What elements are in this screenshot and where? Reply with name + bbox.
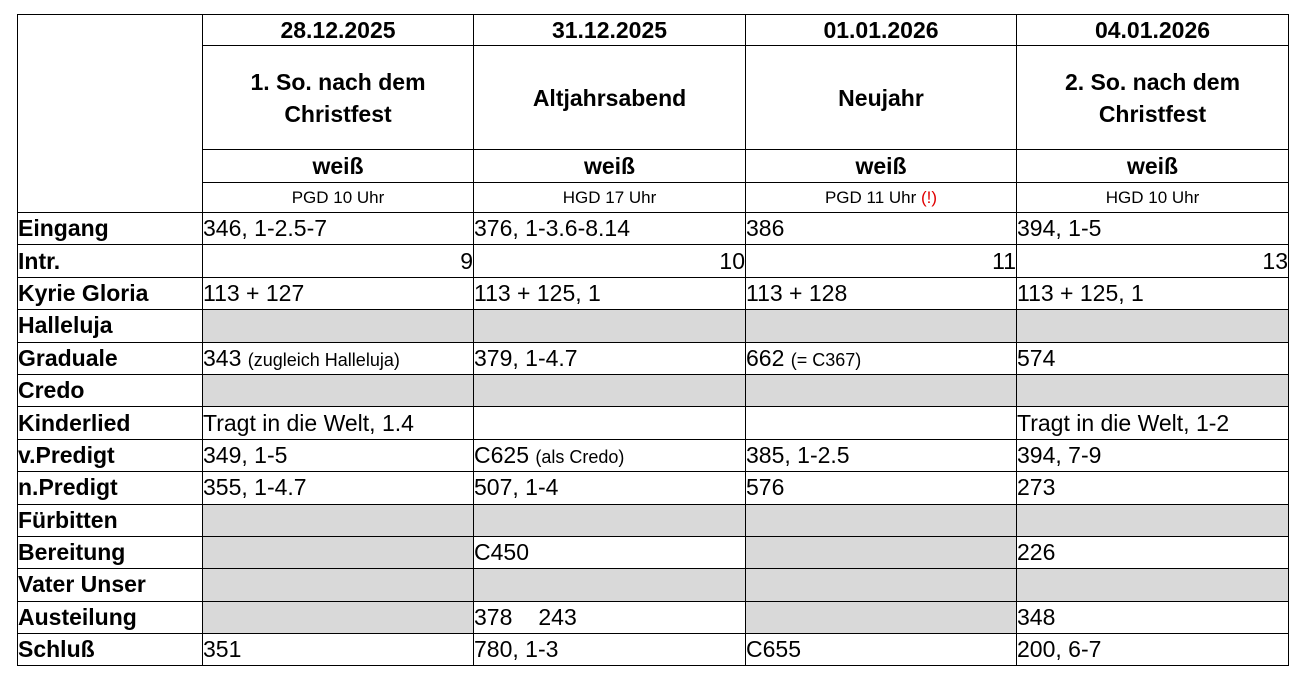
row-kyrie-gloria bbox=[18, 277, 1289, 309]
introit-number: 13 bbox=[1017, 245, 1289, 277]
service-time bbox=[746, 183, 1017, 213]
hymn-cell: 394, 7-9 bbox=[1017, 439, 1289, 471]
row-vater-unser bbox=[18, 569, 1289, 601]
empty-shaded-cell bbox=[746, 536, 1017, 568]
hymn-cell bbox=[1017, 342, 1289, 374]
empty-shaded-cell bbox=[746, 504, 1017, 536]
service-name-line1: Neujahr bbox=[838, 84, 924, 111]
service-time bbox=[474, 183, 746, 213]
introit-number: 11 bbox=[746, 245, 1017, 277]
row-label: Kinderlied bbox=[18, 407, 203, 439]
row-schluss bbox=[18, 634, 1289, 666]
hymn-number: C625 bbox=[474, 441, 529, 468]
service-name-line2: Christfest bbox=[284, 100, 392, 127]
empty-shaded-cell bbox=[203, 601, 474, 633]
row-eingang bbox=[18, 213, 1289, 245]
hymn-cell bbox=[474, 407, 746, 439]
hymn-number: 343 bbox=[203, 344, 242, 371]
empty-shaded-cell bbox=[474, 569, 746, 601]
row-label: Credo bbox=[18, 374, 203, 406]
row-intr bbox=[18, 245, 1289, 277]
time-warning-note: (!) bbox=[921, 187, 938, 207]
corner-cell bbox=[18, 15, 203, 213]
hymn-cell: 376, 1-3.6-8.14 bbox=[474, 213, 746, 245]
service-name bbox=[1017, 46, 1289, 150]
empty-shaded-cell bbox=[1017, 569, 1289, 601]
hymn-note: (= C367) bbox=[790, 349, 862, 370]
row-label: Schluß bbox=[18, 634, 203, 666]
header-color-row bbox=[18, 150, 1289, 183]
hymn-cell: 348 bbox=[1017, 601, 1289, 633]
empty-shaded-cell bbox=[1017, 374, 1289, 406]
hymn-cell: 576 bbox=[746, 472, 1017, 504]
header-time-row bbox=[18, 183, 1289, 213]
hymn-cell: C450 bbox=[474, 536, 746, 568]
service-name bbox=[474, 46, 746, 150]
hymn-cell: 346, 1-2.5-7 bbox=[203, 213, 474, 245]
service-time bbox=[203, 183, 474, 213]
empty-shaded-cell bbox=[203, 310, 474, 342]
row-label: n.Predigt bbox=[18, 472, 203, 504]
empty-shaded-cell bbox=[203, 504, 474, 536]
row-label: Austeilung bbox=[18, 601, 203, 633]
hymn-plan-table bbox=[17, 14, 1289, 666]
empty-shaded-cell bbox=[1017, 310, 1289, 342]
row-credo bbox=[18, 374, 1289, 406]
hymn-number: 243 bbox=[538, 603, 577, 630]
row-kinderlied bbox=[18, 407, 1289, 439]
row-label: v.Predigt bbox=[18, 439, 203, 471]
service-name bbox=[203, 46, 474, 150]
hymn-number: 379, 1-4.7 bbox=[474, 344, 578, 371]
liturgical-color: weiß bbox=[203, 150, 474, 183]
hymn-cell: 200, 6-7 bbox=[1017, 634, 1289, 666]
hymn-cell bbox=[474, 342, 746, 374]
row-label: Kyrie Gloria bbox=[18, 277, 203, 309]
service-date: 01.01.2026 bbox=[746, 15, 1017, 46]
hymn-cell: Tragt in die Welt, 1-2 bbox=[1017, 407, 1289, 439]
hymn-cell: 355, 1-4.7 bbox=[203, 472, 474, 504]
row-label: Vater Unser bbox=[18, 569, 203, 601]
service-date: 31.12.2025 bbox=[474, 15, 746, 46]
hymn-cell: 113 + 127 bbox=[203, 277, 474, 309]
service-name-line1: 1. So. nach dem bbox=[250, 68, 426, 95]
hymn-cell: 394, 1-5 bbox=[1017, 213, 1289, 245]
liturgical-color: weiß bbox=[1017, 150, 1289, 183]
hymn-cell: 226 bbox=[1017, 536, 1289, 568]
empty-shaded-cell bbox=[746, 310, 1017, 342]
service-name bbox=[746, 46, 1017, 150]
service-date: 04.01.2026 bbox=[1017, 15, 1289, 46]
hymn-cell bbox=[746, 342, 1017, 374]
hymn-cell: 113 + 128 bbox=[746, 277, 1017, 309]
empty-shaded-cell bbox=[746, 374, 1017, 406]
row-label: Eingang bbox=[18, 213, 203, 245]
header-date-row bbox=[18, 15, 1289, 46]
hymn-cell: Tragt in die Welt, 1.4 bbox=[203, 407, 474, 439]
hymn-cell: 780, 1-3 bbox=[474, 634, 746, 666]
hymn-number: 574 bbox=[1017, 344, 1056, 371]
row-fuerbitten bbox=[18, 504, 1289, 536]
hymn-cell: 385, 1-2.5 bbox=[746, 439, 1017, 471]
hymn-cell: 351 bbox=[203, 634, 474, 666]
hymn-cell bbox=[746, 407, 1017, 439]
hymn-cell bbox=[203, 342, 474, 374]
service-time-text: HGD 10 Uhr bbox=[1105, 187, 1200, 207]
service-time-text: PGD 10 Uhr bbox=[291, 187, 385, 207]
row-halleluja bbox=[18, 310, 1289, 342]
hymn-cell: 386 bbox=[746, 213, 1017, 245]
hymn-cell: 507, 1-4 bbox=[474, 472, 746, 504]
service-time-text: PGD 11 Uhr bbox=[824, 187, 917, 207]
empty-shaded-cell bbox=[203, 569, 474, 601]
introit-number: 9 bbox=[203, 245, 474, 277]
hymn-cell: 113 + 125, 1 bbox=[474, 277, 746, 309]
row-label: Halleluja bbox=[18, 310, 203, 342]
hymn-cell bbox=[474, 601, 746, 633]
empty-shaded-cell bbox=[474, 310, 746, 342]
hymn-cell: C655 bbox=[746, 634, 1017, 666]
row-graduale bbox=[18, 342, 1289, 374]
row-bereitung bbox=[18, 536, 1289, 568]
hymn-cell: 113 + 125, 1 bbox=[1017, 277, 1289, 309]
liturgical-color: weiß bbox=[746, 150, 1017, 183]
hymn-cell bbox=[474, 439, 746, 471]
row-label: Fürbitten bbox=[18, 504, 203, 536]
empty-shaded-cell bbox=[474, 374, 746, 406]
empty-shaded-cell bbox=[203, 374, 474, 406]
row-austeilung bbox=[18, 601, 1289, 633]
empty-shaded-cell bbox=[474, 504, 746, 536]
hymn-note: (als Credo) bbox=[535, 446, 625, 467]
service-name-line1: Altjahrsabend bbox=[532, 84, 687, 111]
hymn-note: (zugleich Halleluja) bbox=[247, 349, 400, 370]
row-label: Intr. bbox=[18, 245, 203, 277]
header-name-row bbox=[18, 46, 1289, 150]
service-time-text: HGD 17 Uhr bbox=[562, 187, 657, 207]
liturgical-color: weiß bbox=[474, 150, 746, 183]
row-v-predigt bbox=[18, 439, 1289, 471]
service-name-line2: Christfest bbox=[1098, 100, 1207, 127]
hymn-number: 378 bbox=[474, 603, 513, 630]
hymn-cell: 273 bbox=[1017, 472, 1289, 504]
empty-shaded-cell bbox=[203, 536, 474, 568]
hymn-cell: 349, 1-5 bbox=[203, 439, 474, 471]
service-date: 28.12.2025 bbox=[203, 15, 474, 46]
introit-number: 10 bbox=[474, 245, 746, 277]
empty-shaded-cell bbox=[746, 569, 1017, 601]
empty-shaded-cell bbox=[1017, 504, 1289, 536]
hymn-number: 662 bbox=[746, 344, 785, 371]
row-label: Bereitung bbox=[18, 536, 203, 568]
row-n-predigt bbox=[18, 472, 1289, 504]
empty-shaded-cell bbox=[746, 601, 1017, 633]
row-label: Graduale bbox=[18, 342, 203, 374]
service-time bbox=[1017, 183, 1289, 213]
service-name-line1: 2. So. nach dem bbox=[1064, 68, 1241, 95]
